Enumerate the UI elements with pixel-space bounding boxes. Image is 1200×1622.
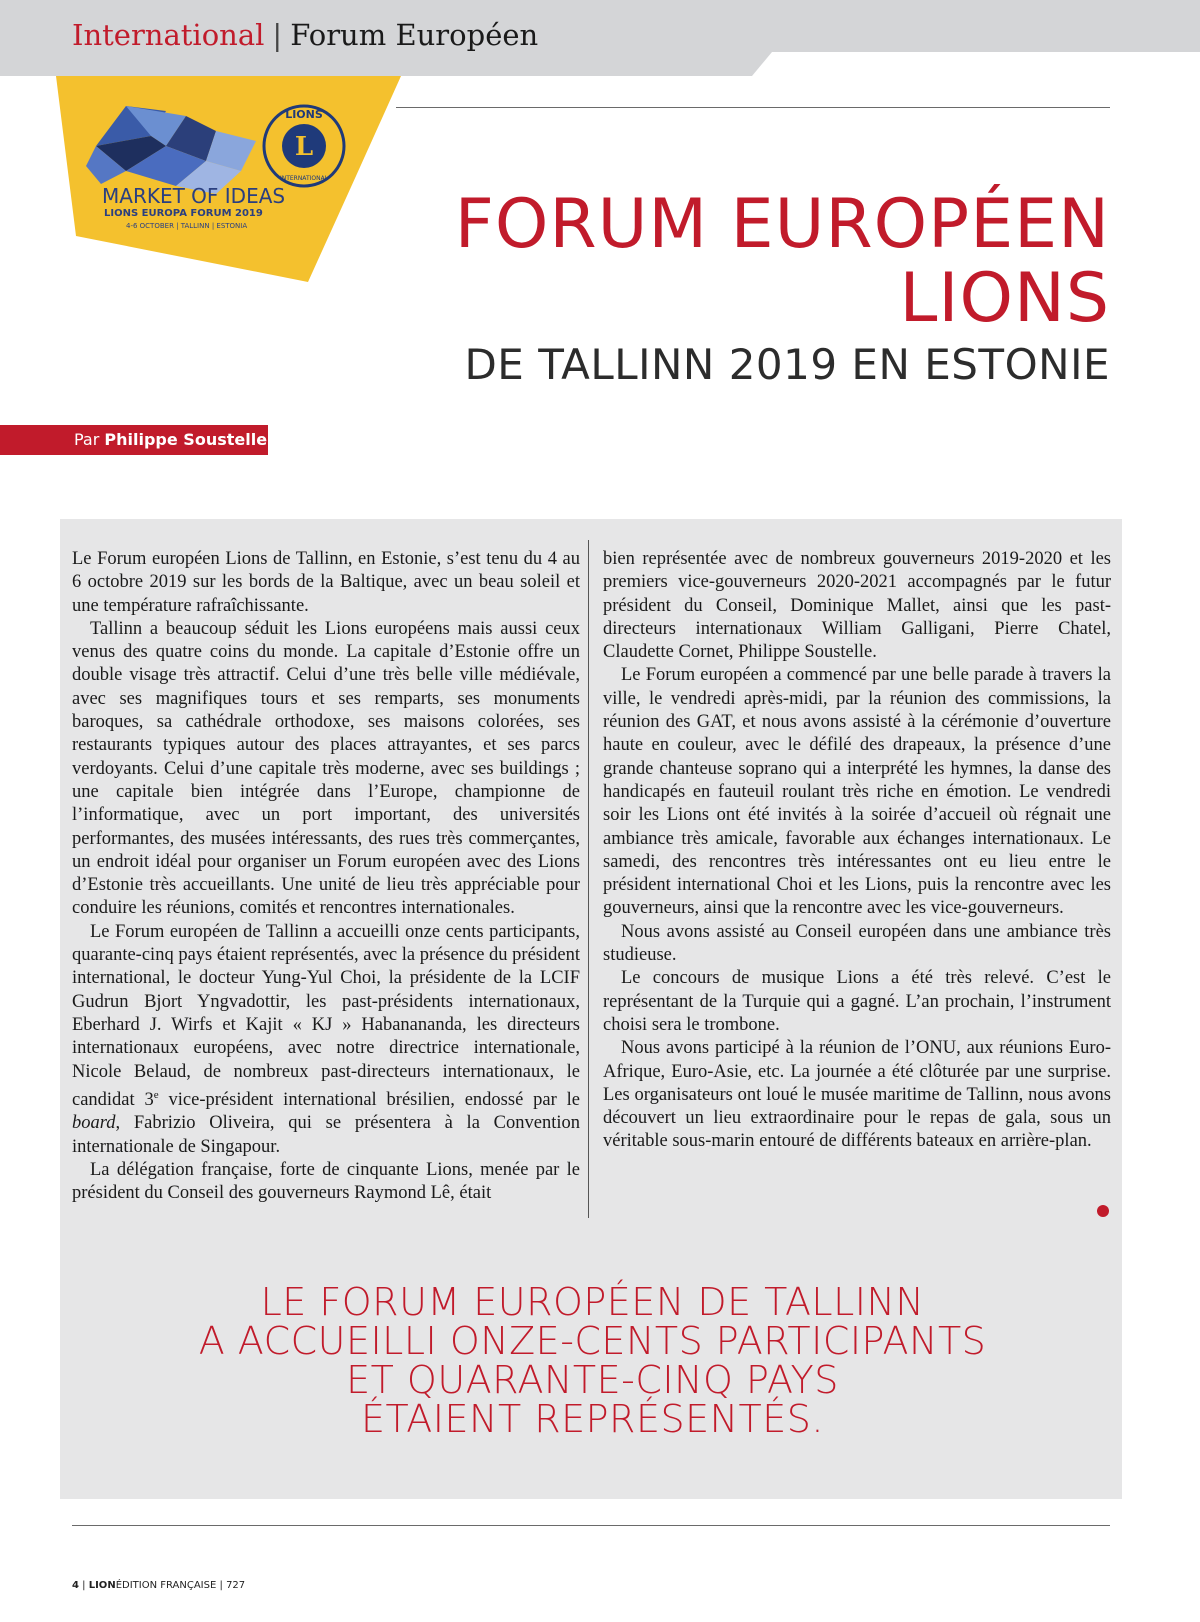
title-line-2: LIONS bbox=[899, 259, 1110, 338]
logo-details: 4-6 OCTOBER | TALLINN | ESTONIA bbox=[126, 222, 248, 230]
section-name: International bbox=[72, 18, 265, 52]
pull-quote-line: ÉTAIENT REPRÉSENTÉS. bbox=[361, 1397, 824, 1441]
magazine-name: LION bbox=[88, 1580, 116, 1591]
emblem-bottom-text: INTERNATIONAL bbox=[279, 175, 329, 182]
paragraph: Le Forum européen a commencé par une belle parade à travers la ville, le vendredi après-midi, par la réunion des commissions, la réunion des GAT, et nous avons assisté à la cérémonie d’ouverture haute en couleur, avec le défilé des drapeaux, la présence d’une grande chanteuse soprano qui a interprété les hymnes, la danse des handicapés en fauteuil roulant très riche en émotion. Le vendredi soir les Lions ont été invités à la soirée d’accueil où régnait une ambiance très amicale, favorable aux échanges internationaux. Le samedi, des rencontres très intéressantes ont eu lieu entre le président international Choi et les Lions, puis la rencontre avec les gouverneurs, ainsi que la rencontre avec les vice-gouverneurs. bbox=[603, 665, 1111, 919]
top-rule bbox=[396, 107, 1110, 108]
paragraph: bien représentée avec de nombreux gouverneurs 2019-2020 et les premiers vice-gouverneurs 2020-2021 accompagnés par le futur président du Conseil, Dominique Mallet, ainsi que les past-directeurs internationaux William Galligani, Pierre Chatel, Claudette Cornet, Philippe Soustelle. bbox=[603, 549, 1111, 663]
byline bbox=[0, 425, 268, 455]
bottom-rule bbox=[72, 1525, 1110, 1526]
article-title bbox=[454, 185, 1110, 338]
title-line-1: FORUM EUROPÉEN bbox=[454, 185, 1110, 264]
logo-subtitle: LIONS EUROPA FORUM 2019 bbox=[104, 208, 263, 219]
byline-author: Philippe Soustelle bbox=[104, 430, 268, 449]
paragraph: Le Forum européen Lions de Tallinn, en Estonie, s’est tenu du 4 au 6 octobre 2019 sur les bords de la Baltique, avec un beau soleil et une température rafraîchissante. bbox=[72, 549, 580, 616]
paragraph: Tallinn a beaucoup séduit les Lions européens mais aussi ceux venus des quatre coins du monde. La capitale d’Estonie offre un double visage très attractif. Celui d’une très belle ville médiévale, avec ses magnifiques tours et ses remparts, ses monuments baroques, sa cathédrale orthodoxe, ses maisons colorées, ses restaurants typiques autour des places attrayantes, et ses parcs verdoyants. Celui d’une capitale très moderne, avec ses buildings ; une capitale bien intégrée dans l’Europe, championne de l’informatique, avec un port important, des universités performantes, des musées intéressants, des rues très commerçantes, un endroit idéal pour organiser un Forum européen avec des Lions d’Estonie très accueillants. Une unité de lieu très appréciable pour conduire les réunions, comités et rencontres internationales. bbox=[72, 618, 580, 919]
pull-quote-line: A ACCUEILLI ONZE-CENTS PARTICIPANTS bbox=[198, 1319, 987, 1363]
page-number: 4 bbox=[72, 1580, 79, 1591]
paragraph: Nous avons participé à la réunion de l’ONU, aux réunions Euro-Afrique, Euro-Asie, etc. La journée a été clôturée par une surprise. Les organisateurs ont loué le musée maritime de Tallinn, nous avons découvert un lieu extraordinaire pour le repas de gala, sous un véritable sous-marin entouré de différents bateaux en arrière-plan. bbox=[603, 1038, 1111, 1152]
logo-title: MARKET OF IDEAS bbox=[102, 184, 286, 208]
article-subtitle: DE TALLINN 2019 EN ESTONIE bbox=[464, 340, 1110, 389]
pull-quote bbox=[120, 1280, 1065, 1441]
paragraph: Nous avons assisté au Conseil européen dans une ambiance très studieuse. bbox=[603, 921, 1111, 966]
section-subtitle: Forum Européen bbox=[290, 18, 539, 52]
edition: ÉDITION FRANÇAISE bbox=[115, 1580, 217, 1591]
pull-quote-line: ET QUARANTE-CINQ PAYS bbox=[346, 1358, 839, 1402]
paragraph: Le Forum européen de Tallinn a accueilli onze cents participants, quarante-cinq pays étaient représentés, avec la présence du président international, le docteur Yung-Yul Choi, la présidente de la LCIF Gudrun Bjort Yngvadottir, les past-présidents internationaux, Eberhard J. Wirfs et Kajit « KJ » Habanananda, les directeurs internationaux européens, avec notre directrice internationale, Nicole Belaud, de nombreux past-directeurs internationaux, le candidat 3e vice-président international brésilien, endossé par le board, Fabrizio Oliveira, qui se présentera à la Convention internationale de Singapour. bbox=[72, 921, 580, 1157]
paragraph: Le concours de musique Lions a été très relevé. C’est le représentant de la Turquie qui a gagné. L’an prochain, l’instrument choisi sera le trombone. bbox=[603, 968, 1111, 1035]
pull-quote-line: LE FORUM EUROPÉEN DE TALLINN bbox=[260, 1280, 925, 1324]
end-mark bbox=[1097, 1205, 1109, 1217]
market-of-ideas-logo bbox=[56, 76, 406, 282]
lions-emblem bbox=[264, 106, 344, 186]
byline-prefix: Par bbox=[74, 430, 100, 449]
paragraph: La délégation française, forte de cinquante Lions, menée par le président du Conseil des gouverneurs Raymond Lê, était bbox=[72, 1159, 580, 1204]
emblem-text: LIONS bbox=[285, 108, 323, 121]
page-footer: 4 | LIONÉDITION FRANÇAISE | 727 bbox=[72, 1580, 246, 1591]
column-divider bbox=[588, 540, 589, 1218]
section-separator: | bbox=[272, 18, 283, 52]
emblem-letter: L bbox=[294, 132, 314, 162]
issue-number: 727 bbox=[226, 1580, 246, 1591]
article-column-right bbox=[603, 548, 1111, 1154]
article-column-left bbox=[72, 548, 580, 1205]
section-header bbox=[72, 18, 538, 52]
